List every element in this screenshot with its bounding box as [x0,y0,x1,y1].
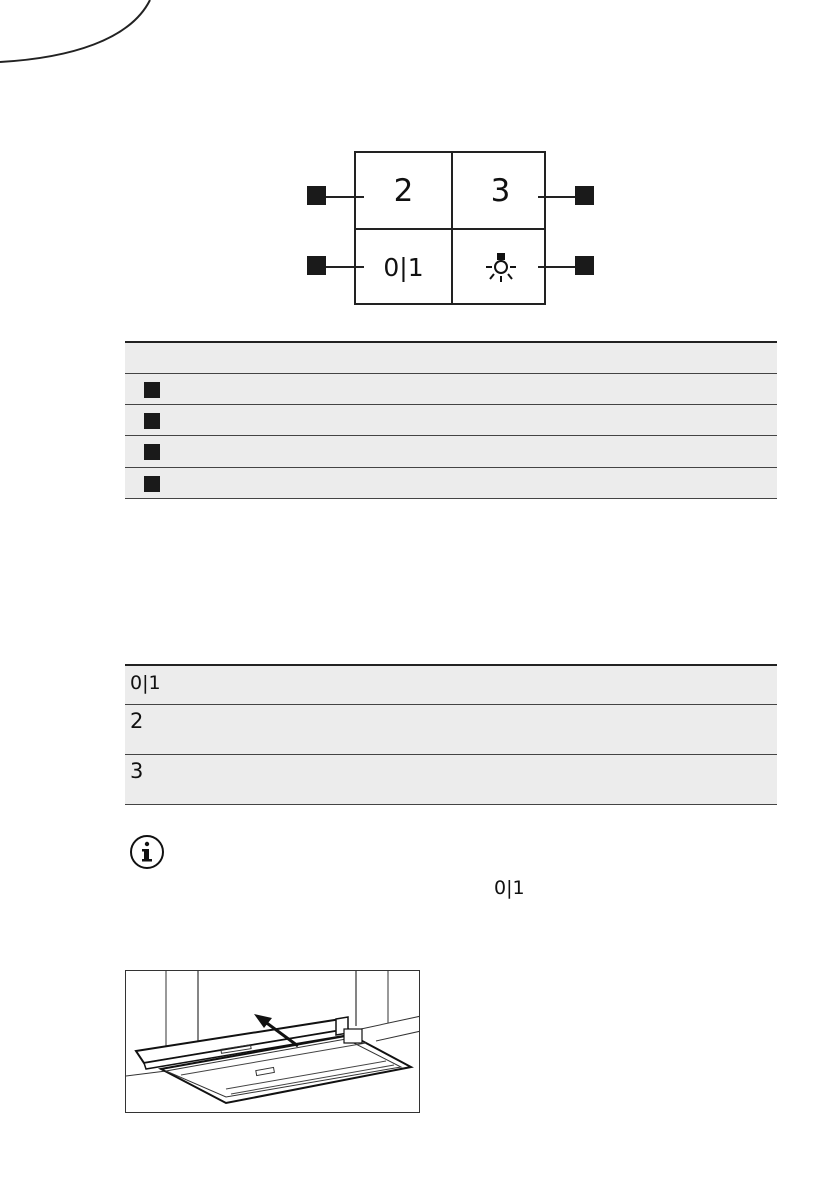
symbol-on-off: 0|1 [130,672,161,694]
on-off-button[interactable] [356,230,451,305]
cooker-hood-illustration [125,970,420,1113]
callout-table-row [125,468,777,499]
inline-on-off-symbol: 0|1 [494,877,525,899]
page-corner-curve [0,0,160,70]
speed-2-label: 2 [393,172,414,209]
symbol-table-row [125,705,777,755]
callout-marker-bottom-right [575,256,594,275]
callout-marker [144,444,160,460]
callout-table-header [125,343,777,374]
callout-marker-top-left [307,186,326,205]
callout-marker [144,382,160,398]
control-panel [354,151,546,305]
cooker-hood-drawing [126,971,420,1113]
callout-marker-bottom-left [307,256,326,275]
callout-marker [144,413,160,429]
info-icon [129,834,165,870]
callout-table-row [125,436,777,468]
speed-3-label: 3 [490,172,511,209]
light-bulb-icon [483,250,519,286]
symbol-table-row [125,666,777,705]
symbol-speed-2: 2 [130,709,144,733]
speed-2-button[interactable] [356,153,451,228]
callout-marker [144,476,160,492]
light-button[interactable] [453,230,548,305]
on-off-label: 0|1 [383,253,424,282]
symbol-speed-3: 3 [130,759,144,783]
callout-table-row [125,405,777,436]
symbol-table-row [125,755,777,805]
callout-table-row [125,374,777,405]
callout-marker-top-right [575,186,594,205]
speed-3-button[interactable] [453,153,548,228]
